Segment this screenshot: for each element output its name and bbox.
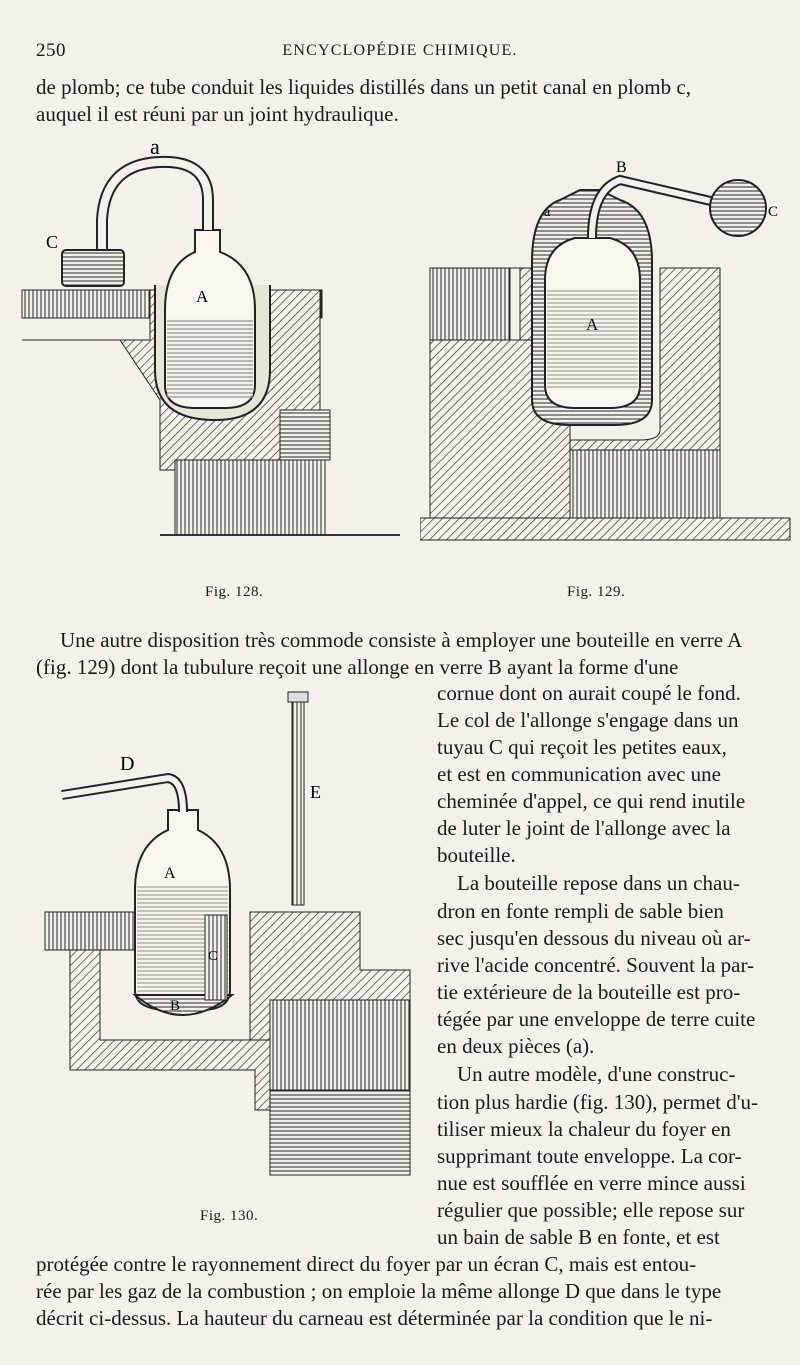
- label-a-128: a: [150, 140, 160, 159]
- flue-130: [270, 1000, 410, 1090]
- firebox-130: [270, 1090, 410, 1175]
- figure-128-illustration: [20, 140, 410, 560]
- flue-128: [280, 410, 330, 460]
- firebox-129: [570, 450, 720, 520]
- label-B-130: B: [170, 998, 181, 1014]
- firebox-128: [175, 460, 325, 535]
- column-line: Le col de l'allonge s'engage dans un: [437, 708, 739, 732]
- column-line: tion plus hardie (fig. 130), permet d'u-: [437, 1090, 759, 1114]
- figure-129-illustration: [420, 150, 792, 550]
- label-A-130: A: [164, 865, 176, 882]
- label-A-128: A: [196, 287, 209, 306]
- label-C-128: C: [46, 232, 59, 252]
- page-header: [0, 40, 800, 64]
- para-line-5: décrit ci-dessus. La hauteur du carneau est déterminée par la condition que le ni-: [36, 1306, 713, 1330]
- column-line: rive l'acide concentré. Souvent la par-: [437, 953, 755, 977]
- column-line: tie extérieure de la bouteille est pro-: [437, 980, 741, 1004]
- label-D-130: D: [120, 753, 135, 775]
- column-line: de luter le joint de l'allonge avec la: [437, 816, 731, 840]
- column-line: cheminée d'appel, ce qui rend inutile: [437, 789, 746, 813]
- caption-fig-129: Fig. 129.: [567, 584, 626, 600]
- chimney-E-130: [292, 695, 304, 905]
- column-line: tuyau C qui reçoit les petites eaux,: [437, 735, 727, 759]
- column-line: cornue dont on aurait coupé le fond.: [437, 681, 741, 705]
- para-line-2: (fig. 129) dont la tubulure reçoit une allonge en verre B ayant la forme d'une: [36, 655, 679, 679]
- column-line: régulier que possible; elle repose sur: [437, 1198, 745, 1222]
- column-line: tégée par une enveloppe de terre cuite: [437, 1007, 756, 1031]
- caption-fig-128: Fig. 128.: [205, 584, 264, 600]
- label-A-129: A: [586, 315, 599, 334]
- column-line: tiliser mieux la chaleur du foyer en: [437, 1117, 731, 1141]
- running-title: ENCYCLOPÉDIE CHIMIQUE.: [282, 42, 518, 59]
- column-line: La bouteille repose dans un chau-: [457, 871, 740, 895]
- page-number: 250: [36, 40, 66, 61]
- label-C-130: C: [208, 949, 218, 964]
- column-line: sec jusqu'en dessous du niveau où ar-: [437, 926, 751, 950]
- pipe-C-129: [710, 180, 766, 236]
- figure-130-illustration: [40, 690, 420, 1190]
- caption-fig-130: Fig. 130.: [200, 1208, 259, 1224]
- intro-line-2: auquel il est réuni par un joint hydraulique.: [36, 102, 399, 126]
- column-line: supprimant toute enveloppe. La cor-: [437, 1144, 742, 1168]
- column-line: Un autre modèle, d'une construc-: [457, 1062, 736, 1086]
- column-line: et est en communication avec une: [437, 762, 721, 786]
- column-line: nue est soufflée en verre mince aussi: [437, 1171, 746, 1195]
- label-E-130: E: [310, 782, 321, 802]
- lead-canal-128: [62, 250, 124, 286]
- column-line: en deux pièces (a).: [437, 1034, 595, 1058]
- intro-line-1: de plomb; ce tube conduit les liquides distillés dans un petit canal en plomb c,: [36, 75, 691, 99]
- para-line-4: rée par les gaz de la combustion ; on emploie la même allonge D que dans le type: [36, 1279, 722, 1303]
- column-line: dron en fonte rempli de sable bien: [437, 899, 724, 923]
- column-line: un bain de sable B en fonte, et est: [437, 1225, 720, 1249]
- column-line: bouteille.: [437, 843, 516, 867]
- para-line-1: Une autre disposition très commode consiste à employer une bouteille en verre A: [60, 628, 743, 652]
- para-line-3: protégée contre le rayonnement direct du foyer par un écran C, mais est entou-: [36, 1252, 697, 1276]
- label-C-129: C: [768, 204, 779, 220]
- label-B-129: B: [616, 159, 627, 176]
- label-a-129: a: [544, 205, 551, 220]
